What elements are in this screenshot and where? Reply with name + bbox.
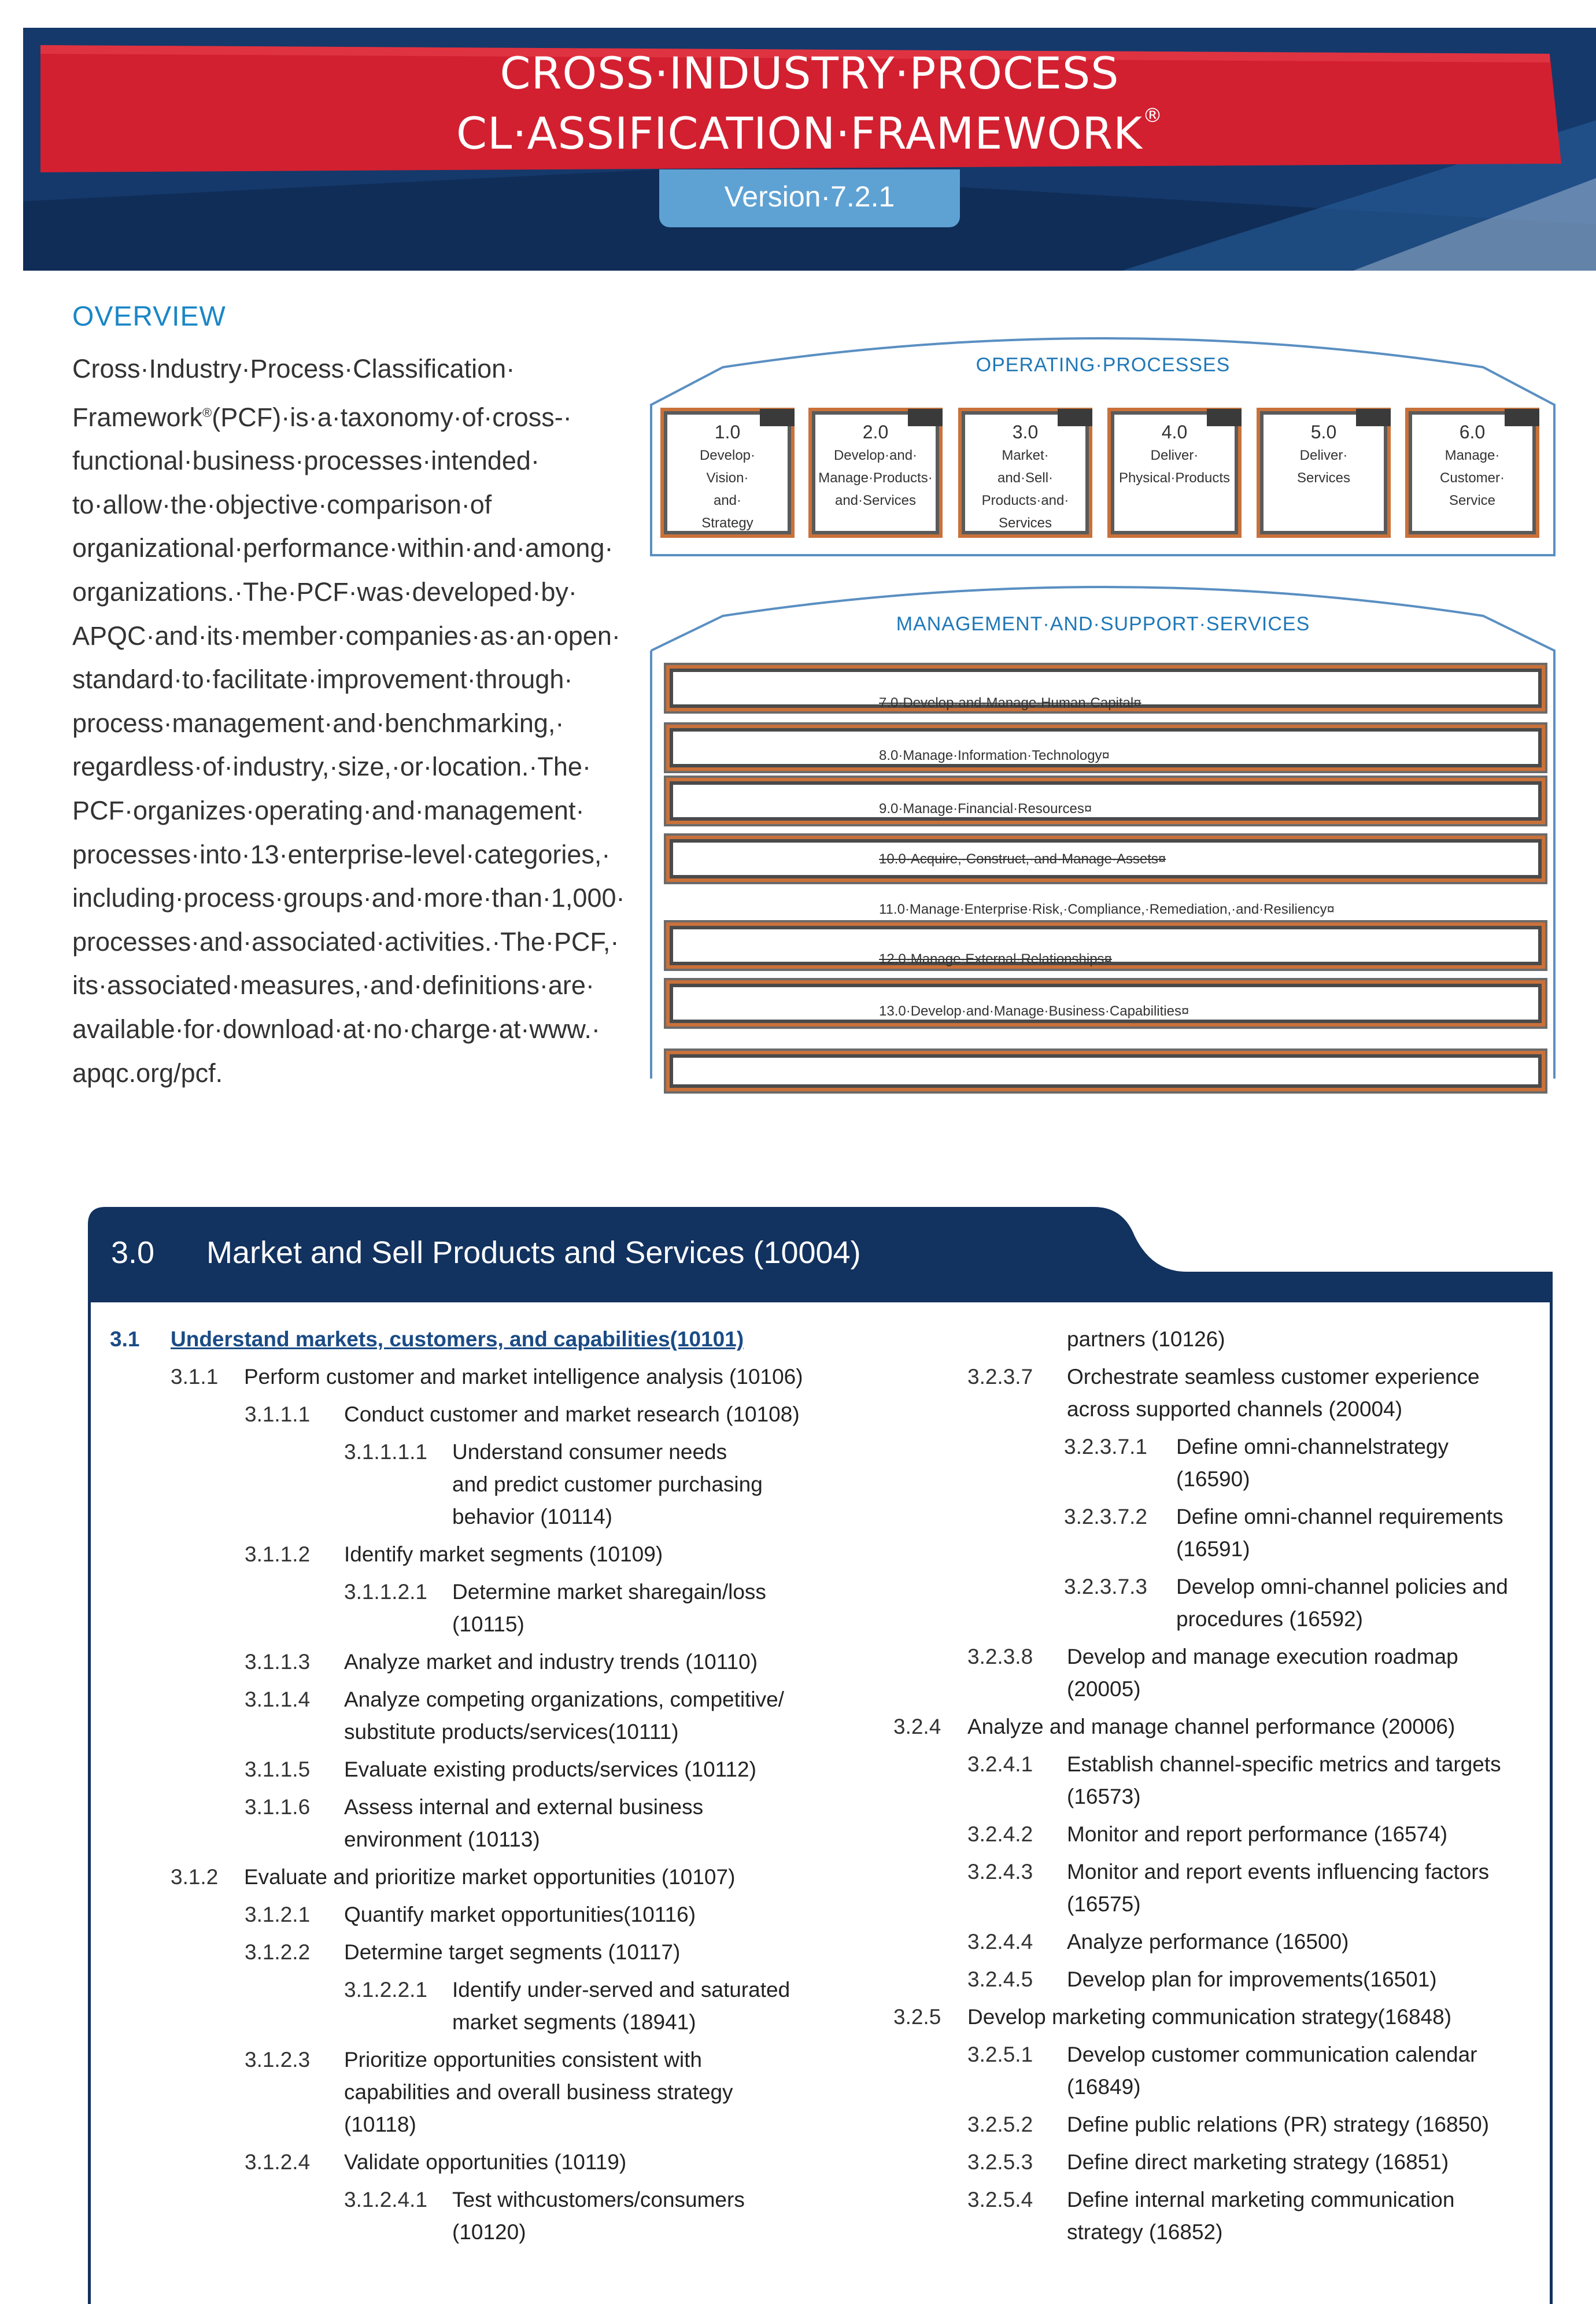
process-name-line: (10120) — [452, 2220, 526, 2244]
process-number: 3.1.1.6 — [245, 1795, 311, 1819]
category-header — [88, 1207, 1553, 1302]
op-process-number: 4.0 — [1161, 422, 1188, 442]
process-entry — [245, 1683, 873, 1748]
process-name — [1067, 1323, 1541, 1356]
process-name-line: (20005) — [1067, 1677, 1141, 1701]
ms-process-label: 9.0·Manage·Financial·Resources¤ — [879, 801, 1092, 817]
process-entry — [967, 1818, 1541, 1851]
overview-line: functional·business·processes·intended· — [72, 446, 540, 476]
overview-line: to·allow·the·objective·comparison·of — [72, 489, 492, 519]
process-entry — [171, 1861, 873, 1893]
process-name-line: Develop omni-channel policies and — [1176, 1575, 1508, 1598]
process-name — [344, 2146, 873, 2179]
process-entry — [245, 2044, 873, 2141]
process-number: 3.1.1.2.1 — [344, 1580, 428, 1604]
process-name-line: Define public relations (PR) strategy (16850) — [1067, 2113, 1490, 2136]
ms-process-label: 12.0·Manage·External·Relationships¤ — [879, 951, 1112, 967]
process-number: 3.2.4 — [893, 1715, 941, 1738]
overview-line: organizational·performance·within·and·among· — [72, 533, 614, 563]
ms-process-label: 7.0·Develop·and·Manage·Human·Capital¤ — [879, 695, 1141, 711]
process-number: 3.2.4.1 — [967, 1752, 1033, 1776]
op-process-name: Develop· Vision· and· Strategy — [699, 448, 756, 531]
process-name-line: (16590) — [1176, 1467, 1250, 1491]
category-number: 3.0 — [111, 1235, 155, 1270]
process-number: 3.2.5.2 — [967, 2113, 1033, 2136]
process-name-line: Develop plan for improvements(16501) — [1067, 1967, 1437, 1991]
op-process-box — [808, 408, 943, 538]
process-name-line: Develop and manage execution roadmap — [1067, 1645, 1458, 1668]
process-number: 3.1.1 — [171, 1365, 219, 1389]
process-entry — [110, 1323, 873, 1356]
process-name-line: Analyze market and industry trends (10110) — [344, 1650, 758, 1674]
process-entry — [967, 2109, 1541, 2141]
process-number: 3.1.1.5 — [245, 1757, 311, 1781]
process-name-line: (16575) — [1067, 1892, 1141, 1916]
process-name — [1067, 2109, 1541, 2141]
process-entry — [967, 1856, 1541, 1921]
process-name — [1067, 1361, 1541, 1426]
process-name — [1067, 1748, 1541, 1813]
process-name-line: behavior (10114) — [452, 1505, 612, 1528]
op-process-name: Deliver· Physical·Products — [1118, 448, 1231, 486]
process-name-line: Determine market sharegain/loss — [452, 1580, 766, 1604]
process-entry — [245, 1753, 873, 1786]
process-entry — [967, 1641, 1541, 1705]
process-name-line: (16573) — [1067, 1785, 1141, 1808]
op-process-box — [1405, 408, 1539, 538]
process-entry — [245, 1646, 873, 1678]
banner-title-line1: CROSS·INDUSTRY·PROCESS — [500, 47, 1120, 99]
process-entry — [967, 1748, 1541, 1813]
process-number: 3.1.2.1 — [245, 1903, 311, 1926]
process-name-line: (16849) — [1067, 2075, 1141, 2099]
process-number: 3.1.2.2 — [245, 1940, 311, 1964]
process-name — [1067, 1641, 1541, 1705]
process-number: 3.1.1.3 — [245, 1650, 311, 1674]
box-tab — [908, 409, 943, 426]
process-name-line: (10115) — [452, 1612, 524, 1636]
version-badge: Version·7.2.1 — [659, 169, 960, 227]
process-list-left — [110, 1323, 873, 2254]
process-name — [344, 1683, 873, 1748]
overview-line: available·for·download·at·no·charge·at·www.· — [72, 1014, 600, 1044]
overview-line: apqc.org/pcf. — [72, 1058, 223, 1088]
process-name-line: Understand markets, customers, and capabilities(10101) — [171, 1327, 744, 1351]
process-entry — [245, 1398, 873, 1431]
process-entry — [344, 1436, 873, 1533]
overview-line: process·management·and·benchmarking,· — [72, 708, 564, 738]
process-name-line: Analyze competing organizations, competitive/ — [344, 1688, 784, 1711]
process-name — [1067, 2146, 1541, 2179]
process-name — [1067, 2184, 1541, 2248]
process-name — [344, 1936, 873, 1969]
process-name-line: (16591) — [1176, 1537, 1250, 1561]
process-name-line: Analyze performance (16500) — [1067, 1930, 1349, 1954]
process-entry — [1064, 1571, 1541, 1635]
ms-process-bar — [666, 1051, 1545, 1091]
process-entry — [967, 1926, 1541, 1958]
process-entry — [967, 2039, 1541, 2103]
process-name — [1067, 1963, 1541, 1996]
process-name-line: Define omni-channel requirements — [1176, 1505, 1503, 1528]
process-name — [344, 1398, 873, 1431]
process-name-line: Develop customer communication calendar — [1067, 2043, 1477, 2066]
process-entry — [245, 2146, 873, 2179]
banner-title-line2: CL·ASSIFICATION·FRAMEWORK® — [456, 104, 1163, 159]
process-number: 3.1.2.2.1 — [344, 1978, 428, 2002]
process-number: 3.2.3.7.1 — [1064, 1435, 1148, 1459]
op-process-box — [958, 408, 1092, 538]
process-name — [452, 1576, 873, 1641]
process-entry — [1064, 1431, 1541, 1496]
op-process-name: Deliver· Services — [1296, 448, 1351, 486]
process-name — [452, 1436, 873, 1533]
process-name — [344, 1538, 873, 1571]
process-number: 3.1.2.3 — [245, 2048, 311, 2072]
process-name-line: strategy (16852) — [1067, 2220, 1223, 2244]
process-number: 3.2.3.7.3 — [1064, 1575, 1148, 1598]
op-process-box — [1107, 408, 1242, 538]
op-process-number: 1.0 — [714, 422, 741, 442]
process-entry — [1067, 1323, 1541, 1356]
process-name-line: across supported channels (20004) — [1067, 1397, 1403, 1421]
box-tab — [760, 409, 795, 426]
process-entry — [967, 2184, 1541, 2248]
process-number: 3.1.2.4 — [245, 2150, 311, 2174]
process-entry — [245, 1899, 873, 1931]
process-name — [1176, 1431, 1541, 1496]
overview-line: PCF·organizes·operating·and·management· — [72, 795, 585, 825]
process-entry — [344, 1576, 873, 1641]
process-name — [344, 2044, 873, 2141]
process-name-line: Quantify market opportunities(10116) — [344, 1903, 696, 1926]
category-title: Market and Sell Products and Services (10004) — [206, 1235, 861, 1270]
overview-line: Framework®(PCF)·is·a·taxonomy·of·cross-· — [72, 402, 572, 432]
process-number: 3.1 — [110, 1327, 140, 1351]
process-name — [344, 1753, 873, 1786]
process-name — [452, 2184, 873, 2248]
process-name — [244, 1361, 873, 1393]
process-number: 3.2.5.3 — [967, 2150, 1033, 2174]
process-number: 3.2.5 — [893, 2005, 941, 2029]
process-name-line: Perform customer and market intelligence analysis (10106) — [244, 1365, 803, 1389]
ms-process-label: 10.0·Acquire,·Construct,·and·Manage·Assets¤ — [879, 851, 1166, 867]
process-name-line: Identify under-served and saturated — [452, 1978, 790, 2002]
management-support-label: MANAGEMENT·AND·SUPPORT·SERVICES — [896, 613, 1310, 635]
box-tab — [1505, 409, 1539, 426]
process-name-line: Develop marketing communication strategy(16848) — [967, 2005, 1452, 2029]
process-number: 3.2.4.2 — [967, 1822, 1033, 1846]
process-name-line: Analyze and manage channel performance (20006) — [967, 1715, 1455, 1738]
process-name-line: Test withcustomers/consumers — [452, 2188, 745, 2211]
process-number: 3.2.5.1 — [967, 2043, 1033, 2066]
process-name — [344, 1899, 873, 1931]
process-number: 3.2.4.5 — [967, 1967, 1033, 1991]
process-name-line: Define omni-channelstrategy — [1176, 1435, 1449, 1459]
process-name-line: Understand consumer needs — [452, 1440, 727, 1464]
process-number: 3.2.4.3 — [967, 1860, 1033, 1884]
box-tab — [1058, 409, 1092, 426]
process-name-line: Monitor and report events influencing factors — [1067, 1860, 1490, 1884]
title-banner — [23, 28, 1596, 271]
process-name — [1067, 1856, 1541, 1921]
process-entry — [344, 1974, 873, 2039]
overview-line: regardless·of·industry,·size,·or·location.·The· — [72, 752, 591, 782]
process-name-line: Evaluate existing products/services (10112) — [344, 1757, 756, 1781]
process-number: 3.2.4.4 — [967, 1930, 1033, 1954]
overview-line: processes·and·associated·activities.·The·PCF,· — [72, 926, 619, 957]
overview-line: including·process·groups·and·more·than·1,000· — [72, 883, 625, 913]
overview-line: standard·to·facilitate·improvement·through· — [72, 664, 573, 695]
process-name-line: Define direct marketing strategy (16851) — [1067, 2150, 1449, 2174]
overview-line: APQC·and·its·member·companies·as·an·open· — [72, 621, 620, 651]
process-name — [452, 1974, 873, 2039]
process-name — [344, 1646, 873, 1678]
op-process-box — [1257, 408, 1391, 538]
registered-mark: ® — [1143, 104, 1163, 127]
process-name-line: Establish channel-specific metrics and targets — [1067, 1752, 1501, 1776]
process-number: 3.1.1.1 — [245, 1402, 311, 1426]
overview-line: organizations.·The·PCF·was·developed·by· — [72, 577, 577, 607]
process-number: 3.1.1.4 — [245, 1688, 311, 1711]
process-name — [1067, 1818, 1541, 1851]
process-name-line: Assess internal and external business — [344, 1795, 704, 1819]
ms-process-label: 11.0·Manage·Enterprise·Risk,·Compliance,·Remediation,·and·Resiliency¤ — [879, 902, 1335, 917]
process-entry — [245, 1538, 873, 1571]
ms-process-label: 13.0·Develop·and·Manage·Business·Capabilities¤ — [879, 1003, 1189, 1019]
process-name — [1176, 1501, 1541, 1565]
process-entry — [893, 1711, 1541, 1743]
process-name-line: substitute products/services(10111) — [344, 1720, 679, 1744]
op-process-box — [660, 408, 795, 538]
process-name — [171, 1323, 873, 1356]
process-number: 3.2.5.4 — [967, 2188, 1033, 2211]
process-name — [1067, 2039, 1541, 2103]
overview-paragraph — [72, 347, 625, 1095]
process-name-line: Validate opportunities (10119) — [344, 2150, 627, 2174]
overview-heading: OVERVIEW — [72, 301, 226, 332]
op-process-number: 2.0 — [862, 422, 889, 442]
overview-line: its·associated·measures,·and·definitions·are· — [72, 970, 594, 1000]
box-tab — [1356, 409, 1391, 426]
process-name-line: (10118) — [344, 2113, 416, 2136]
registered-mark: ® — [202, 405, 212, 420]
process-entry — [967, 1361, 1541, 1426]
process-name — [1067, 1926, 1541, 1958]
process-number: 3.2.3.7.2 — [1064, 1505, 1148, 1528]
process-number: 3.2.3.7 — [967, 1365, 1033, 1389]
process-name-line: Define internal marketing communication — [1067, 2188, 1455, 2211]
section-border-right — [1550, 1302, 1553, 2304]
process-name-line: Orchestrate seamless customer experience — [1067, 1365, 1480, 1389]
box-tab — [1207, 409, 1242, 426]
process-name-line: Monitor and report performance (16574) — [1067, 1822, 1448, 1846]
process-name-line: procedures (16592) — [1176, 1607, 1363, 1631]
op-process-name: Develop·and· Manage·Products· and·Services — [818, 448, 933, 508]
op-process-number: 6.0 — [1459, 422, 1486, 442]
process-entry — [967, 2146, 1541, 2179]
process-name — [1176, 1571, 1541, 1635]
process-name-line: partners (10126) — [1067, 1327, 1225, 1351]
process-name-line: Evaluate and prioritize market opportunities (10107) — [244, 1865, 736, 1889]
op-process-number: 3.0 — [1012, 422, 1039, 442]
process-name — [244, 1861, 873, 1893]
process-entry — [893, 2001, 1541, 2033]
process-entry — [171, 1361, 873, 1393]
overview-line: processes·into·13·enterprise-level·categories,· — [72, 839, 611, 869]
process-number: 3.1.1.1.1 — [344, 1440, 428, 1464]
ms-process-label: 8.0·Manage·Information·Technology¤ — [879, 748, 1110, 763]
op-process-number: 5.0 — [1310, 422, 1337, 442]
overview-line: Cross·Industry·Process·Classification· — [72, 354, 515, 383]
process-name — [967, 1711, 1541, 1743]
section-border-left — [88, 1302, 91, 2304]
process-number: 3.1.1.2 — [245, 1542, 311, 1566]
operating-processes-label: OPERATING·PROCESSES — [976, 354, 1231, 376]
process-name-line: Determine target segments (10117) — [344, 1940, 681, 1964]
process-list-right — [893, 1323, 1541, 2254]
process-name-line: capabilities and overall business strategy — [344, 2080, 733, 2104]
process-name-line: environment (10113) — [344, 1827, 540, 1851]
process-entry — [967, 1963, 1541, 1996]
op-process-name: Manage· Customer· Service — [1439, 448, 1505, 508]
process-name-line: Identify market segments (10109) — [344, 1542, 663, 1566]
process-number: 3.2.3.8 — [967, 1645, 1033, 1668]
process-number: 3.1.2.4.1 — [344, 2188, 428, 2211]
op-process-name: Market· and·Sell· Products·and· Services — [981, 448, 1069, 531]
process-name — [967, 2001, 1541, 2033]
process-entry — [245, 1936, 873, 1969]
process-number: 3.1.2 — [171, 1865, 219, 1889]
process-name-line: Prioritize opportunities consistent with — [344, 2048, 703, 2072]
process-entry — [344, 2184, 873, 2248]
ms-process-bar — [666, 778, 1545, 824]
process-name-line: and predict customer purchasing — [452, 1472, 763, 1496]
process-name — [344, 1791, 873, 1856]
process-name-line: Conduct customer and market research (10108) — [344, 1402, 800, 1426]
pcf-diagram — [648, 321, 1558, 1079]
process-entry — [245, 1791, 873, 1856]
process-entry — [1064, 1501, 1541, 1565]
process-name-line: market segments (18941) — [452, 2010, 696, 2034]
